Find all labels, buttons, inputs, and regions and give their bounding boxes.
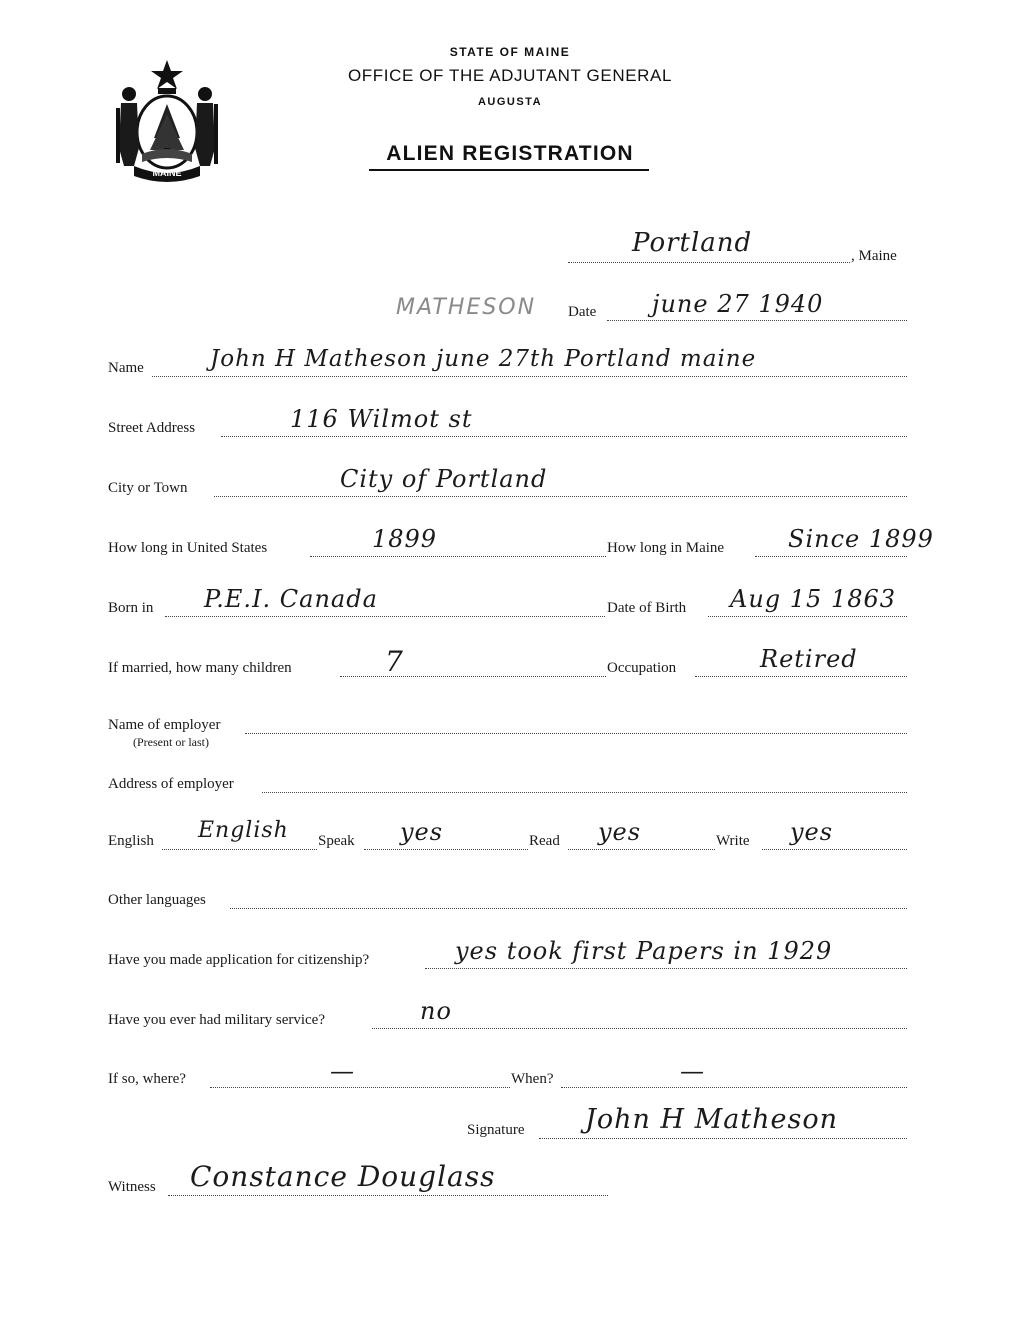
dob-value: Aug 15 1863 (730, 585, 897, 613)
employer-address-label: Address of employer (108, 776, 234, 792)
witness-line (168, 1195, 608, 1196)
born-line (165, 616, 605, 617)
name-label: Name (108, 360, 144, 376)
years-maine-line (755, 556, 907, 557)
signature-line (539, 1138, 907, 1139)
english-line (162, 849, 317, 850)
employer-label: Name of employer (108, 717, 221, 733)
citizenship-label: Have you made application for citizenship? (108, 952, 370, 968)
city-value: City of Portland (340, 465, 548, 493)
speak-label: Speak (318, 833, 355, 849)
witness-value: Constance Douglass (190, 1160, 496, 1193)
street-value: 116 Wilmot st (290, 405, 473, 433)
military-value: no (420, 997, 452, 1025)
when-value: — (680, 1057, 705, 1085)
form-title: ALIEN REGISTRATION (386, 142, 634, 165)
street-label: Street Address (108, 420, 196, 436)
header-state: STATE OF MAINE (449, 45, 571, 59)
city-line (214, 496, 907, 497)
military-label: Have you ever had military service? (108, 1012, 325, 1028)
children-line (340, 676, 606, 677)
where-label: If so, where? (108, 1071, 186, 1087)
header-office: OFFICE OF THE ADJUTANT GENERAL (347, 66, 673, 85)
children-label: If married, how many children (108, 660, 292, 676)
read-label: Read (529, 833, 560, 849)
occupation-value: Retired (760, 645, 858, 673)
children-value: 7 (385, 645, 404, 678)
military-line (372, 1028, 907, 1029)
date-value: june 27 1940 (652, 290, 824, 318)
write-value: yes (790, 818, 834, 846)
header-city: AUGUSTA (477, 96, 543, 108)
employer-line (245, 733, 907, 734)
occupation-label: Occupation (607, 660, 677, 676)
when-label: When? (511, 1071, 554, 1087)
read-value: yes (598, 818, 642, 846)
town-suffix: , Maine (851, 248, 897, 264)
speak-value: yes (400, 818, 444, 846)
witness-label: Witness (108, 1179, 156, 1195)
born-label: Born in (108, 600, 154, 616)
name-value: John H Matheson june 27th Portland maine (210, 346, 757, 372)
where-value: — (330, 1057, 355, 1085)
town-line (568, 262, 850, 263)
born-value: P.E.I. Canada (204, 585, 378, 613)
citizenship-value: yes took first Papers in 1929 (455, 937, 833, 965)
years-maine-value: Since 1899 (788, 525, 934, 553)
signature-label: Signature (467, 1122, 525, 1138)
english-value: English (198, 818, 289, 843)
speak-line (364, 849, 528, 850)
maine-state-seal-icon (112, 58, 222, 183)
citizenship-line (425, 968, 907, 969)
other-languages-label: Other languages (108, 892, 206, 908)
seal-banner-text: MAINE (152, 168, 182, 178)
read-line (568, 849, 715, 850)
where-line (210, 1087, 510, 1088)
write-label: Write (716, 833, 750, 849)
surname-stamp: MATHESON (396, 295, 537, 320)
city-label: City or Town (108, 480, 188, 496)
name-line (152, 376, 907, 377)
years-us-value: 1899 (372, 525, 438, 553)
title-underline (369, 169, 649, 171)
years-us-label: How long in United States (108, 540, 268, 556)
other-languages-line (230, 908, 907, 909)
signature-value: John H Matheson (585, 1104, 839, 1135)
years-us-line (310, 556, 606, 557)
when-line (561, 1087, 907, 1088)
date-label: Date (568, 304, 597, 320)
town-value: Portland (632, 228, 753, 258)
occupation-line (695, 676, 907, 677)
street-line (221, 436, 907, 437)
date-line (607, 320, 907, 321)
english-label: English (108, 833, 154, 849)
dob-label: Date of Birth (607, 600, 687, 616)
employer-sublabel: (Present or last) (133, 735, 209, 749)
employer-address-line (262, 792, 907, 793)
dob-line (708, 616, 907, 617)
write-line (762, 849, 907, 850)
years-maine-label: How long in Maine (607, 540, 725, 556)
